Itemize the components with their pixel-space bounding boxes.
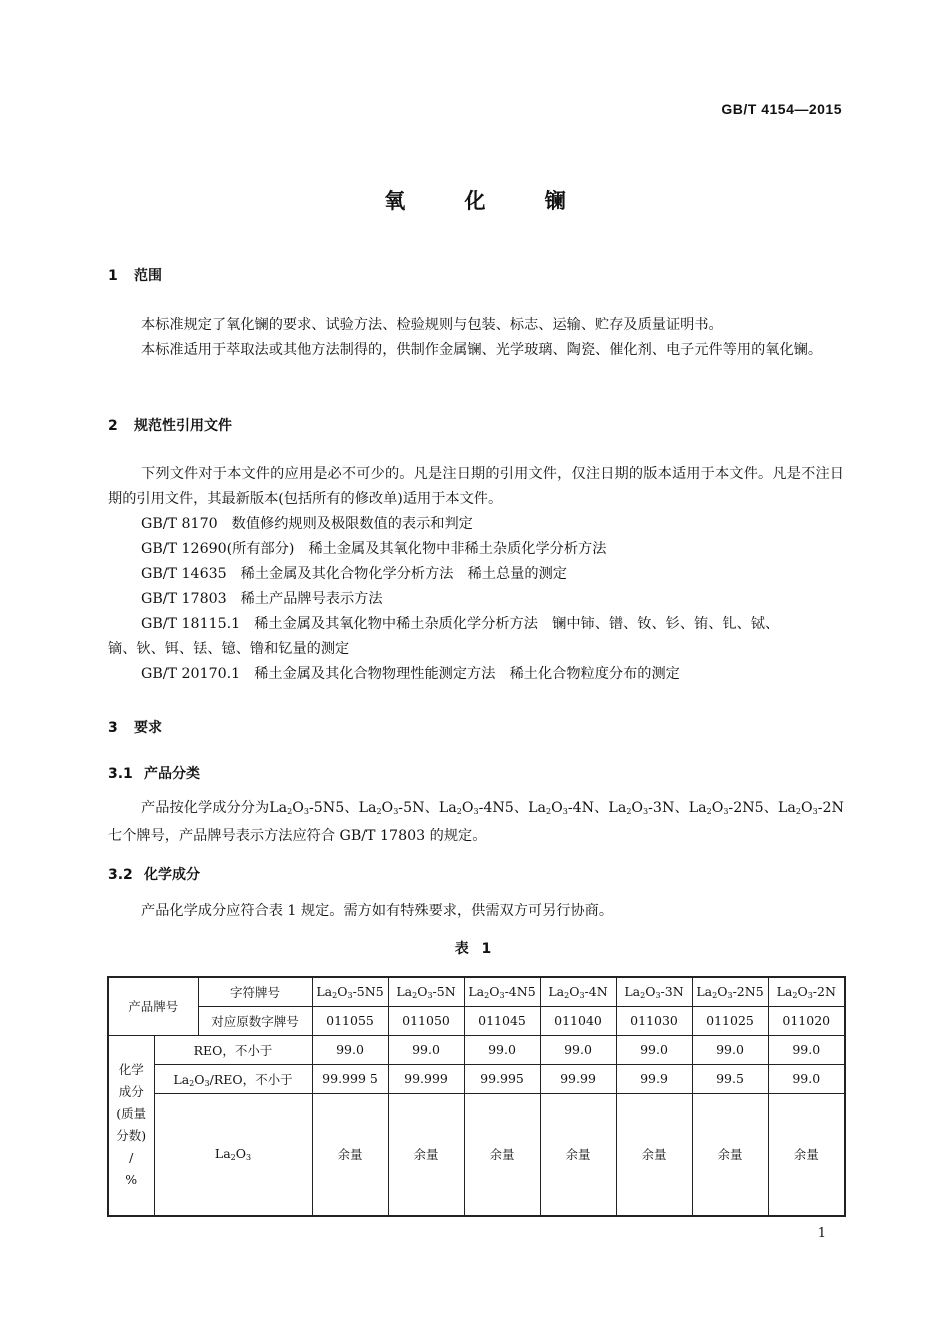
grade-cell xyxy=(388,977,464,1006)
section-number: 3.1 xyxy=(108,766,133,782)
ratio-label-suffix: /REO，不小于 xyxy=(209,1071,293,1087)
la-symbol: La xyxy=(173,1071,190,1087)
subscript: 2 xyxy=(189,1078,195,1088)
grade-suffix: -3N、 xyxy=(648,800,689,816)
chem-label-line: / xyxy=(129,1150,134,1166)
o-symbol: O xyxy=(717,983,728,999)
ratio-value-cell: 99.9 xyxy=(616,1064,692,1093)
subscript: 3 xyxy=(579,990,585,1000)
numeric-code-cell: 011055 xyxy=(312,1006,388,1035)
section-1-heading xyxy=(108,265,162,285)
subscript: 2 xyxy=(484,990,490,1000)
grade-suffix: -5N、 xyxy=(398,800,439,816)
la-symbol: La xyxy=(696,983,713,999)
section-number: 3.2 xyxy=(108,867,133,883)
o-symbol: O xyxy=(631,800,644,816)
subscript: 3 xyxy=(812,807,818,816)
subscript: 3 xyxy=(246,1153,252,1163)
grade-suffix: -2N5、 xyxy=(728,800,778,816)
balance-cell: 余量 xyxy=(312,1093,388,1216)
section-title: 产品分类 xyxy=(144,766,200,782)
ratio-value-cell: 99.5 xyxy=(692,1064,768,1093)
section-1-paragraph-2: 本标准适用于萃取法或其他方法制得的，供制作金属镧、光学玻璃、陶瓷、催化剂、电子元件等用的氧化镧。 xyxy=(141,342,823,358)
grade-item xyxy=(608,800,688,816)
reference-title: 稀土金属及其氧化物中稀土杂质化学分析方法 镧中铈、镨、钕、钐、铕、钆、铽、 xyxy=(254,616,780,632)
subscript: 3 xyxy=(427,990,433,1000)
subscript: 3 xyxy=(303,807,309,816)
chem-label-line: (质量 xyxy=(116,1106,147,1122)
section-3-2-heading xyxy=(108,864,200,884)
chemical-composition-table xyxy=(107,976,846,1217)
table-row xyxy=(108,1035,845,1064)
grade-item xyxy=(269,800,358,816)
reference-code: GB/T 20170.1 xyxy=(141,666,241,682)
section-2-intro: 下列文件对于本文件的应用是必不可少的。凡是注日期的引用文件，仅注日期的版本适用于本文件。凡是不注日期的引用文件，其最新版本(包括所有的修改单)适用于本文件。 xyxy=(108,466,844,507)
grade-suffix: -4N、 xyxy=(567,800,609,816)
section-number: 2 xyxy=(108,418,118,434)
section-2-heading xyxy=(108,415,232,435)
la-symbol: La xyxy=(548,983,565,999)
la-symbol: La xyxy=(688,800,707,816)
chem-label-line: % xyxy=(125,1172,138,1188)
section-title: 化学成分 xyxy=(144,867,200,883)
reference-code: GB/T 12690(所有部分) xyxy=(141,541,295,557)
subscript: 2 xyxy=(230,1153,236,1163)
grade-suffix: -4N5、 xyxy=(478,800,529,816)
o-symbol: O xyxy=(645,983,656,999)
reference-title: 稀土金属及其化合物化学分析方法 稀土总量的测定 xyxy=(240,566,567,582)
grade-cell xyxy=(768,977,845,1006)
standard-number: GB/T 4154—2015 xyxy=(721,101,842,117)
grade-suffix: -4N xyxy=(584,983,608,999)
subscript: 2 xyxy=(376,807,382,816)
reference-code: GB/T 17803 xyxy=(141,591,227,607)
subscript: 3 xyxy=(204,1078,210,1088)
subscript: 2 xyxy=(564,990,570,1000)
section-3-1-heading xyxy=(108,763,200,783)
balance-cell: 余量 xyxy=(388,1093,464,1216)
la-symbol: La xyxy=(316,983,333,999)
grade-cell xyxy=(312,977,388,1006)
brand-label-cell: 产品牌号 xyxy=(108,977,198,1035)
o-symbol: O xyxy=(569,983,580,999)
ratio-value-cell: 99.0 xyxy=(768,1064,845,1093)
subscript: 2 xyxy=(332,990,338,1000)
reference-code: GB/T 18115.1 xyxy=(141,616,241,632)
la-symbol: La xyxy=(776,983,793,999)
subscript: 2 xyxy=(456,807,462,816)
reference-title: 稀土金属及其化合物物理性能测定方法 稀土化合物粒度分布的测定 xyxy=(254,666,680,682)
char-label-cell: 字符牌号 xyxy=(198,977,312,1006)
num-label-cell: 对应原数字牌号 xyxy=(198,1006,312,1035)
table-caption: 表 1 xyxy=(454,941,496,957)
subscript: 3 xyxy=(347,990,353,1000)
numeric-code-cell: 011020 xyxy=(768,1006,845,1035)
subscript: 3 xyxy=(655,990,661,1000)
grade-suffix: -5N5、 xyxy=(308,800,359,816)
reference-title: 稀土金属及其氧化物中非稀土杂质化学分析方法 xyxy=(308,541,607,557)
grade-cell xyxy=(692,977,768,1006)
reference-item xyxy=(141,587,383,612)
chem-label-line: 分数) xyxy=(116,1128,147,1144)
classification-text-a: 产品按化学成分分为 xyxy=(141,800,270,816)
o-symbol: O xyxy=(800,800,813,816)
la-symbol: La xyxy=(778,800,796,816)
section-title: 规范性引用文件 xyxy=(134,418,232,434)
reference-code: GB/T 14635 xyxy=(141,566,227,582)
grade-suffix: -2N xyxy=(817,800,844,816)
reo-value-cell: 99.0 xyxy=(464,1035,540,1064)
subscript: 2 xyxy=(640,990,646,1000)
reference-title-continuation: 镝、钬、铒、铥、镱、镥和钇量的测定 xyxy=(108,641,350,657)
ratio-value-cell: 99.99 xyxy=(540,1064,616,1093)
subscript: 2 xyxy=(546,807,552,816)
subscript: 2 xyxy=(287,807,293,816)
reo-value-cell: 99.0 xyxy=(692,1035,768,1064)
la-symbol: La xyxy=(214,1146,231,1162)
balance-cell: 余量 xyxy=(464,1093,540,1216)
ratio-value-cell: 99.995 xyxy=(464,1064,540,1093)
subscript: 3 xyxy=(499,990,505,1000)
chem-label-line: 成分 xyxy=(118,1084,144,1100)
table-row xyxy=(108,1006,845,1035)
grade-suffix: -2N5 xyxy=(732,983,764,999)
ratio-value-cell: 99.999 xyxy=(388,1064,464,1093)
la-symbol: La xyxy=(358,800,377,816)
section-3-2-paragraph: 产品化学成分应符合表 1 规定。需方如有特殊要求，供需双方可另行协商。 xyxy=(141,903,614,919)
numeric-code-cell: 011050 xyxy=(388,1006,464,1035)
balance-cell: 余量 xyxy=(692,1093,768,1216)
document-title: 氧 化 镧 xyxy=(384,189,592,213)
subscript: 2 xyxy=(792,990,798,1000)
ratio-value-cell: 99.999 5 xyxy=(312,1064,388,1093)
o-symbol: O xyxy=(337,983,348,999)
subscript: 2 xyxy=(795,807,801,816)
page-number: 1 xyxy=(817,1226,826,1241)
la-symbol: La xyxy=(608,800,627,816)
chem-label-line: 化学 xyxy=(118,1062,144,1078)
subscript: 3 xyxy=(643,807,649,816)
o-symbol: O xyxy=(194,1071,205,1087)
subscript: 3 xyxy=(562,807,568,816)
ratio-label-cell xyxy=(154,1064,312,1093)
subscript: 3 xyxy=(727,990,733,1000)
grade-item xyxy=(528,800,608,816)
grade-cell xyxy=(616,977,692,1006)
numeric-code-cell: 011040 xyxy=(540,1006,616,1035)
o-symbol: O xyxy=(461,800,474,816)
la-symbol: La xyxy=(438,800,457,816)
subscript: 2 xyxy=(626,807,632,816)
numeric-code-cell: 011030 xyxy=(616,1006,692,1035)
section-title: 要求 xyxy=(134,720,162,736)
section-number: 3 xyxy=(108,720,118,736)
grade-item xyxy=(359,800,439,816)
reference-item xyxy=(141,537,606,562)
numeric-code-cell: 011045 xyxy=(464,1006,540,1035)
la2o3-label-cell xyxy=(154,1093,312,1216)
o-symbol: O xyxy=(551,800,563,816)
reference-item xyxy=(141,662,680,687)
grade-item xyxy=(439,800,528,816)
reference-title: 数值修约规则及极限数值的表示和判定 xyxy=(231,516,473,532)
o-symbol: O xyxy=(797,983,808,999)
o-symbol: O xyxy=(711,800,724,816)
classification-text-b: 七个牌号，产品牌号表示方法应符合 GB/T 17803 的规定。 xyxy=(108,828,487,844)
reference-item xyxy=(141,512,473,537)
table-row xyxy=(108,977,845,1006)
grade-item xyxy=(689,800,778,816)
grade-cell xyxy=(464,977,540,1006)
section-3-heading xyxy=(108,717,162,737)
reference-item xyxy=(141,612,779,637)
reference-title: 稀土产品牌号表示方法 xyxy=(240,591,383,607)
balance-cell: 余量 xyxy=(616,1093,692,1216)
section-3-1-paragraph xyxy=(108,796,844,849)
section-number: 1 xyxy=(108,268,118,284)
subscript: 3 xyxy=(723,807,729,816)
la-symbol: La xyxy=(468,983,485,999)
la-symbol: La xyxy=(624,983,641,999)
balance-cell: 余量 xyxy=(540,1093,616,1216)
table-row xyxy=(108,1093,845,1216)
grade-suffix: -5N5 xyxy=(352,983,384,999)
grade-suffix: -2N xyxy=(812,983,836,999)
reo-value-cell: 99.0 xyxy=(388,1035,464,1064)
reference-item xyxy=(141,562,567,587)
reo-label-cell: REO，不小于 xyxy=(154,1035,312,1064)
chem-label-cell xyxy=(108,1035,154,1216)
la-symbol: La xyxy=(396,983,413,999)
o-symbol: O xyxy=(292,800,304,816)
numeric-code-cell: 011025 xyxy=(692,1006,768,1035)
o-symbol: O xyxy=(381,800,394,816)
la-symbol: La xyxy=(269,800,288,816)
la-symbol: La xyxy=(528,800,547,816)
grade-suffix: -4N5 xyxy=(504,983,536,999)
reo-value-cell: 99.0 xyxy=(312,1035,388,1064)
subscript: 2 xyxy=(706,807,712,816)
section-title: 范围 xyxy=(134,268,162,284)
o-symbol: O xyxy=(235,1146,247,1162)
grade-item xyxy=(778,800,844,816)
subscript: 3 xyxy=(807,990,813,1000)
grade-cell xyxy=(540,977,616,1006)
balance-cell: 余量 xyxy=(768,1093,845,1216)
grade-suffix: -5N xyxy=(432,983,456,999)
subscript: 3 xyxy=(393,807,399,816)
section-1-paragraph-1: 本标准规定了氧化镧的要求、试验方法、检验规则与包装、标志、运输、贮存及质量证明书。 xyxy=(141,317,723,333)
reference-code: GB/T 8170 xyxy=(141,516,218,532)
o-symbol: O xyxy=(417,983,428,999)
reo-value-cell: 99.0 xyxy=(616,1035,692,1064)
grade-list xyxy=(269,800,844,816)
reo-value-cell: 99.0 xyxy=(540,1035,616,1064)
subscript: 3 xyxy=(473,807,479,816)
subscript: 2 xyxy=(712,990,718,1000)
reo-value-cell: 99.0 xyxy=(768,1035,845,1064)
o-symbol: O xyxy=(489,983,500,999)
table-row xyxy=(108,1064,845,1093)
grade-suffix: -3N xyxy=(660,983,684,999)
subscript: 2 xyxy=(412,990,418,1000)
